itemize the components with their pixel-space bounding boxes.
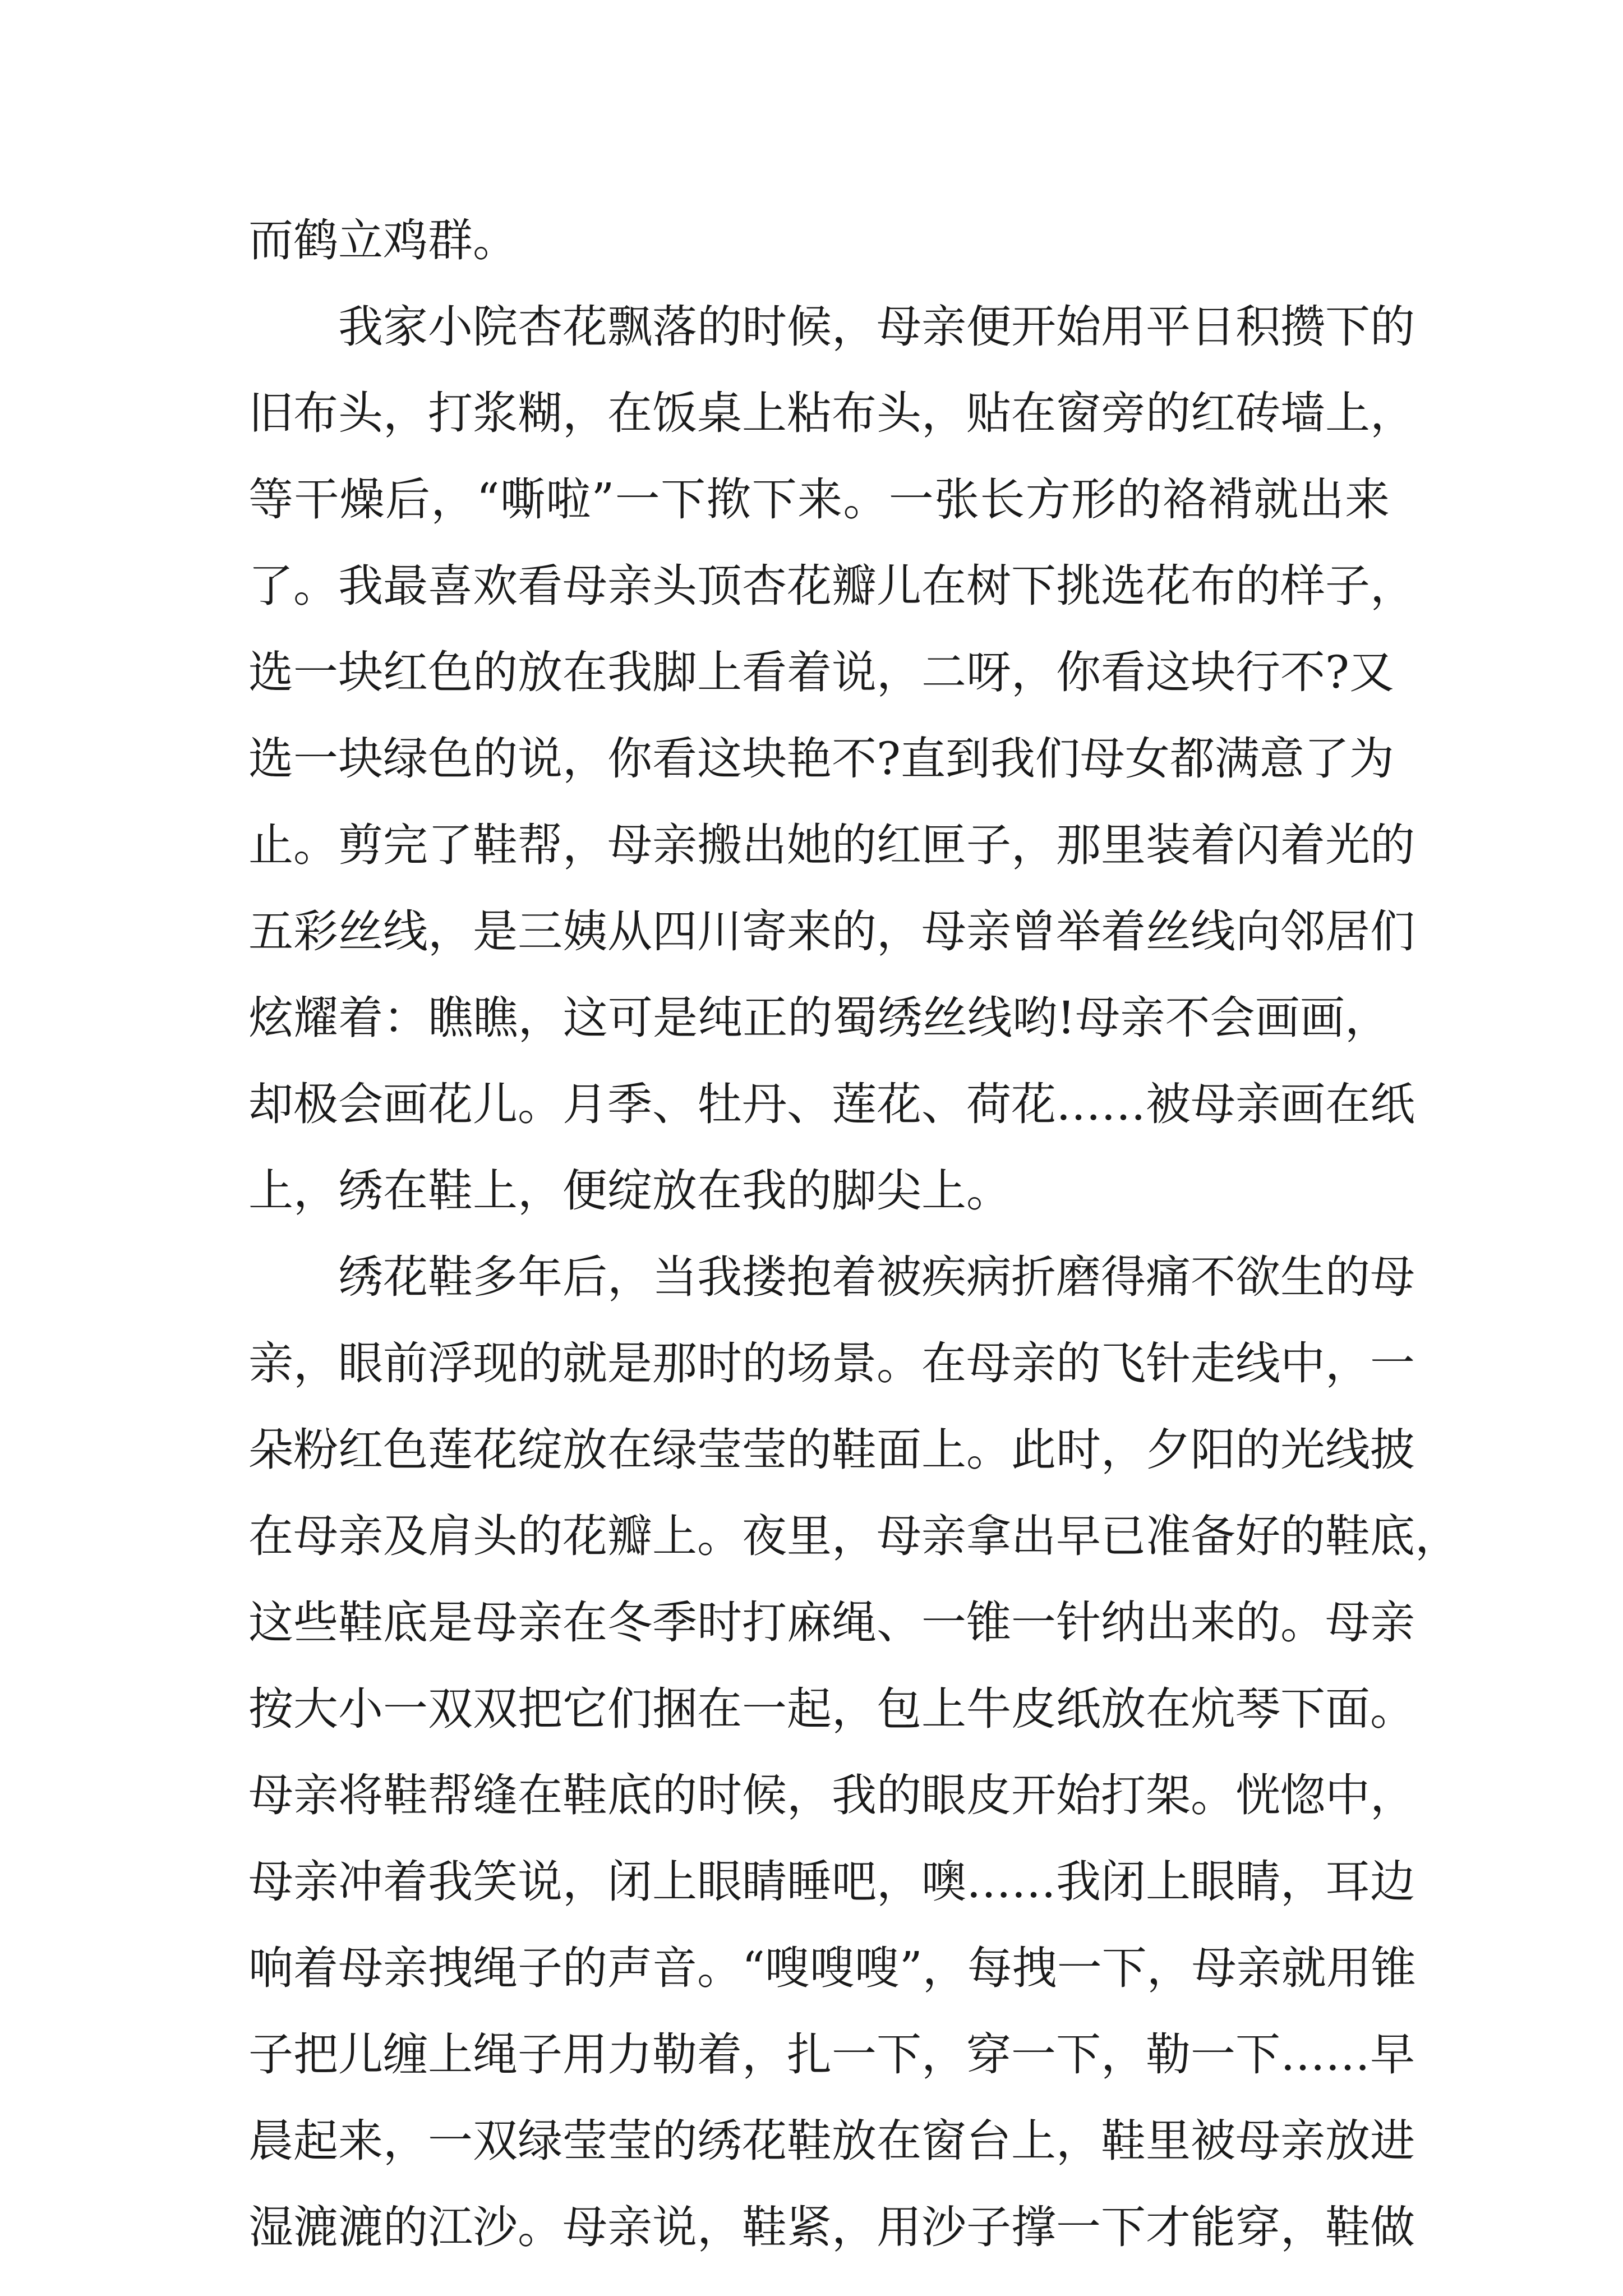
text-line: 却极会画花儿。月季、牡丹、莲花、荷花……被母亲画在纸: [248, 1078, 1415, 1130]
text-line: 湿漉漉的江沙。母亲说，鞋紧，用沙子撑一下才能穿，鞋做: [248, 2201, 1415, 2253]
text-line: 选一块绿色的说，你看这块艳不?直到我们母女都满意了为: [248, 733, 1394, 785]
text-line: 朵粉红色莲花绽放在绿莹莹的鞋面上。此时，夕阳的光线披: [248, 1424, 1415, 1476]
body-text: [248, 197, 1460, 2271]
text-line: 而鹤立鸡群。: [248, 214, 518, 266]
text-line: 绣花鞋多年后，当我搂抱着被疾病折磨得痛不欲生的母: [338, 1251, 1415, 1303]
text-line: 止。剪完了鞋帮，母亲搬出她的红匣子，那里装着闪着光的: [248, 819, 1415, 871]
text-line: 母亲冲着我笑说，闭上眼睛睡吧，噢……我闭上眼睛，耳边: [248, 1856, 1415, 1908]
text-line: 选一块红色的放在我脚上看着说，二呀，你看这块行不?又: [248, 646, 1394, 698]
text-line: 按大小一双双把它们捆在一起，包上牛皮纸放在炕琴下面。: [248, 1683, 1415, 1735]
text-line: 旧布头，打浆糊，在饭桌上粘布头，贴在窗旁的红砖墙上，: [248, 387, 1415, 439]
text-line: 等干燥后，“嘶啦”一下揿下来。一张长方形的袼褙就出来: [248, 473, 1390, 526]
text-line: 炫耀着：瞧瞧，这可是纯正的蜀绣丝线哟!母亲不会画画，: [248, 992, 1390, 1044]
text-line: 上，绣在鞋上，便绽放在我的脚尖上。: [248, 1165, 1011, 1217]
text-line: 子把儿缠上绳子用力勒着，扎一下，穿一下，勒一下……早: [248, 2028, 1415, 2081]
text-line: 这些鞋底是母亲在冬季时打麻绳、一锥一针纳出来的。母亲: [248, 1596, 1415, 1649]
text-line: 晨起来，一双绿莹莹的绣花鞋放在窗台上，鞋里被母亲放进: [248, 2115, 1415, 2167]
text-line: 了。我最喜欢看母亲头顶杏花瓣儿在树下挑选花布的样子，: [248, 560, 1415, 612]
text-line: 亲，眼前浮现的就是那时的场景。在母亲的飞针走线中，一: [248, 1337, 1415, 1389]
text-line: 在母亲及肩头的花瓣上。夜里，母亲拿出早已准备好的鞋底，: [248, 1510, 1460, 1562]
text-line: 五彩丝线，是三姨从四川寄来的，母亲曾举着丝线向邻居们: [248, 905, 1415, 958]
text-line: 响着母亲拽绳子的声音。“嗖嗖嗖”，每拽一下，母亲就用锥: [248, 1942, 1416, 1994]
text-line: 我家小院杏花飘落的时候，母亲便开始用平日积攒下的: [338, 301, 1415, 353]
text-line: 母亲将鞋帮缝在鞋底的时候，我的眼皮开始打架。恍惚中，: [248, 1769, 1415, 1821]
